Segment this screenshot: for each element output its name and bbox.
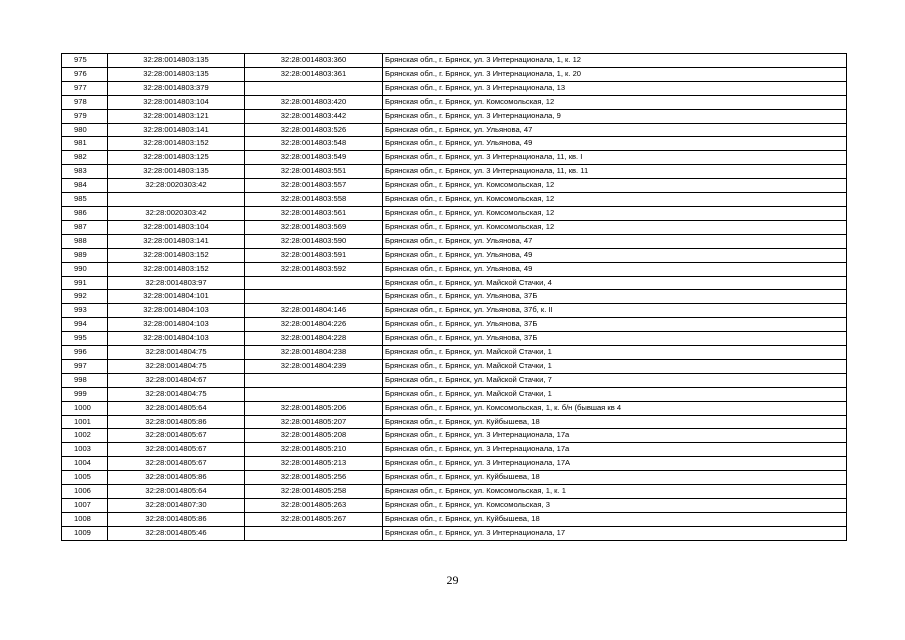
row-number-cell: 985 [62, 193, 108, 207]
cadastral-number-cell: 32:28:0014803:97 [108, 276, 245, 290]
cadastral-premises-cell: 32:28:0014804:226 [245, 318, 383, 332]
cadastral-premises-cell: 32:28:0014803:558 [245, 193, 383, 207]
row-number-cell: 1009 [62, 526, 108, 540]
cadastral-premises-cell: 32:28:0014803:590 [245, 234, 383, 248]
table-row [62, 206, 847, 220]
cadastral-number-cell: 32:28:0014804:67 [108, 373, 245, 387]
cadastral-premises-cell: 32:28:0014805:213 [245, 457, 383, 471]
cadastral-premises-cell: 32:28:0014803:526 [245, 123, 383, 137]
table-row [62, 262, 847, 276]
row-number-cell: 999 [62, 387, 108, 401]
table-row [62, 123, 847, 137]
table-row [62, 95, 847, 109]
row-number-cell: 986 [62, 206, 108, 220]
cadastral-number-cell: 32:28:0014803:141 [108, 234, 245, 248]
row-number-cell: 975 [62, 54, 108, 68]
cadastral-number-cell: 32:28:0014805:67 [108, 443, 245, 457]
address-cell: Брянская обл., г. Брянск, ул. Куйбышева, 18 [383, 512, 847, 526]
cadastral-premises-cell: 32:28:0014805:267 [245, 512, 383, 526]
table-row [62, 304, 847, 318]
cadastral-premises-cell [245, 387, 383, 401]
cadastral-number-cell: 32:28:0014803:152 [108, 137, 245, 151]
row-number-cell: 993 [62, 304, 108, 318]
cadastral-number-cell: 32:28:0014805:67 [108, 457, 245, 471]
cadastral-number-cell: 32:28:0014804:103 [108, 318, 245, 332]
row-number-cell: 989 [62, 248, 108, 262]
cadastral-premises-cell [245, 276, 383, 290]
address-cell: Брянская обл., г. Брянск, ул. Ульянова, 47 [383, 123, 847, 137]
cadastral-number-cell: 32:28:0014803:135 [108, 67, 245, 81]
cadastral-number-cell: 32:28:0014805:86 [108, 471, 245, 485]
row-number-cell: 990 [62, 262, 108, 276]
address-cell: Брянская обл., г. Брянск, ул. 3 Интернационала, 17а [383, 443, 847, 457]
table-row [62, 443, 847, 457]
table-row [62, 499, 847, 513]
row-number-cell: 1007 [62, 499, 108, 513]
row-number-cell: 1006 [62, 485, 108, 499]
page-number: 29 [446, 573, 459, 587]
cadastral-premises-cell: 32:28:0014805:258 [245, 485, 383, 499]
cadastral-number-cell: 32:28:0014803:104 [108, 220, 245, 234]
address-cell: Брянская обл., г. Брянск, ул. 3 Интернационала, 11, кв. I [383, 151, 847, 165]
registry-table-body [62, 54, 847, 541]
cadastral-premises-cell: 32:28:0014805:208 [245, 429, 383, 443]
address-cell: Брянская обл., г. Брянск, ул. 3 Интернационала, 1, к. 20 [383, 67, 847, 81]
table-row [62, 81, 847, 95]
table-row [62, 67, 847, 81]
table-row [62, 220, 847, 234]
cadastral-number-cell: 32:28:0014804:103 [108, 304, 245, 318]
address-cell: Брянская обл., г. Брянск, ул. Майской Стачки, 1 [383, 387, 847, 401]
address-cell: Брянская обл., г. Брянск, ул. Ульянова, 49 [383, 137, 847, 151]
cadastral-number-cell: 32:28:0014805:46 [108, 526, 245, 540]
address-cell: Брянская обл., г. Брянск, ул. Куйбышева, 18 [383, 471, 847, 485]
address-cell: Брянская обл., г. Брянск, ул. Комсомольская, 12 [383, 193, 847, 207]
address-cell: Брянская обл., г. Брянск, ул. Комсомольская, 1, к. б/н (бывшая кв 4 [383, 401, 847, 415]
table-row [62, 359, 847, 373]
cadastral-premises-cell [245, 81, 383, 95]
cadastral-number-cell: 32:28:0014805:64 [108, 485, 245, 499]
address-cell: Брянская обл., г. Брянск, ул. 3 Интернационала, 9 [383, 109, 847, 123]
cadastral-number-cell: 32:28:0020303:42 [108, 179, 245, 193]
cadastral-number-cell: 32:28:0014803:379 [108, 81, 245, 95]
cadastral-premises-cell: 32:28:0014803:557 [245, 179, 383, 193]
row-number-cell: 1002 [62, 429, 108, 443]
cadastral-premises-cell: 32:28:0014805:206 [245, 401, 383, 415]
address-cell: Брянская обл., г. Брянск, ул. Ульянова, 37б, к. II [383, 304, 847, 318]
cadastral-number-cell: 32:28:0014803:152 [108, 248, 245, 262]
table-row [62, 165, 847, 179]
cadastral-number-cell: 32:28:0014803:104 [108, 95, 245, 109]
row-number-cell: 994 [62, 318, 108, 332]
cadastral-premises-cell: 32:28:0014803:360 [245, 54, 383, 68]
address-cell: Брянская обл., г. Брянск, ул. 3 Интернационала, 13 [383, 81, 847, 95]
row-number-cell: 984 [62, 179, 108, 193]
table-row [62, 276, 847, 290]
table-row [62, 318, 847, 332]
table-row [62, 373, 847, 387]
cadastral-premises-cell: 32:28:0014803:561 [245, 206, 383, 220]
cadastral-premises-cell: 32:28:0014805:210 [245, 443, 383, 457]
table-row [62, 415, 847, 429]
address-cell: Брянская обл., г. Брянск, ул. Ульянова, 47 [383, 234, 847, 248]
row-number-cell: 983 [62, 165, 108, 179]
cadastral-number-cell: 32:28:0014803:152 [108, 262, 245, 276]
cadastral-premises-cell: 32:28:0014803:551 [245, 165, 383, 179]
row-number-cell: 991 [62, 276, 108, 290]
cadastral-premises-cell: 32:28:0014803:569 [245, 220, 383, 234]
table-row [62, 512, 847, 526]
row-number-cell: 1000 [62, 401, 108, 415]
cadastral-number-cell: 32:28:0014804:75 [108, 387, 245, 401]
row-number-cell: 981 [62, 137, 108, 151]
cadastral-number-cell: 32:28:0014804:75 [108, 359, 245, 373]
row-number-cell: 1005 [62, 471, 108, 485]
table-row [62, 401, 847, 415]
row-number-cell: 1008 [62, 512, 108, 526]
address-cell: Брянская обл., г. Брянск, ул. Комсомольская, 12 [383, 220, 847, 234]
cadastral-number-cell: 32:28:0014803:125 [108, 151, 245, 165]
row-number-cell: 980 [62, 123, 108, 137]
row-number-cell: 988 [62, 234, 108, 248]
cadastral-premises-cell: 32:28:0014804:238 [245, 346, 383, 360]
cadastral-number-cell: 32:28:0014803:121 [108, 109, 245, 123]
cadastral-number-cell: 32:28:0014803:135 [108, 165, 245, 179]
address-cell: Брянская обл., г. Брянск, ул. Майской Стачки, 1 [383, 346, 847, 360]
cadastral-premises-cell: 32:28:0014803:361 [245, 67, 383, 81]
cadastral-premises-cell: 32:28:0014804:239 [245, 359, 383, 373]
address-cell: Брянская обл., г. Брянск, ул. Ульянова, 37Б [383, 290, 847, 304]
address-cell: Брянская обл., г. Брянск, ул. Ульянова, 37Б [383, 318, 847, 332]
cadastral-number-cell: 32:28:0014803:135 [108, 54, 245, 68]
cadastral-number-cell: 32:28:0014804:103 [108, 332, 245, 346]
table-row [62, 234, 847, 248]
table-row [62, 137, 847, 151]
row-number-cell: 977 [62, 81, 108, 95]
cadastral-number-cell: 32:28:0014805:86 [108, 415, 245, 429]
address-cell: Брянская обл., г. Брянск, ул. Комсомольская, 12 [383, 179, 847, 193]
address-cell: Брянская обл., г. Брянск, ул. Ульянова, 37Б [383, 332, 847, 346]
cadastral-premises-cell: 32:28:0014803:442 [245, 109, 383, 123]
address-cell: Брянская обл., г. Брянск, ул. Ульянова, 49 [383, 262, 847, 276]
cadastral-number-cell: 32:28:0014805:67 [108, 429, 245, 443]
address-cell: Брянская обл., г. Брянск, ул. Майской Стачки, 7 [383, 373, 847, 387]
table-row [62, 179, 847, 193]
address-cell: Брянская обл., г. Брянск, ул. Комсомольская, 3 [383, 499, 847, 513]
table-row [62, 429, 847, 443]
table-row [62, 193, 847, 207]
cadastral-premises-cell: 32:28:0014803:548 [245, 137, 383, 151]
cadastral-number-cell [108, 193, 245, 207]
cadastral-premises-cell: 32:28:0014805:207 [245, 415, 383, 429]
row-number-cell: 998 [62, 373, 108, 387]
address-cell: Брянская обл., г. Брянск, ул. Комсомольская, 12 [383, 95, 847, 109]
cadastral-number-cell: 32:28:0014805:86 [108, 512, 245, 526]
cadastral-premises-cell [245, 373, 383, 387]
table-row [62, 471, 847, 485]
cadastral-number-cell: 32:28:0014803:141 [108, 123, 245, 137]
cadastral-premises-cell [245, 290, 383, 304]
row-number-cell: 1001 [62, 415, 108, 429]
table-row [62, 526, 847, 540]
address-cell: Брянская обл., г. Брянск, ул. 3 Интернационала, 17а [383, 429, 847, 443]
table-row [62, 457, 847, 471]
row-number-cell: 992 [62, 290, 108, 304]
cadastral-premises-cell: 32:28:0014804:146 [245, 304, 383, 318]
address-cell: Брянская обл., г. Брянск, ул. 3 Интернационала, 17А [383, 457, 847, 471]
cadastral-premises-cell: 32:28:0014803:592 [245, 262, 383, 276]
table-row [62, 346, 847, 360]
row-number-cell: 1004 [62, 457, 108, 471]
row-number-cell: 979 [62, 109, 108, 123]
table-row [62, 485, 847, 499]
cadastral-premises-cell: 32:28:0014805:256 [245, 471, 383, 485]
row-number-cell: 982 [62, 151, 108, 165]
row-number-cell: 995 [62, 332, 108, 346]
address-cell: Брянская обл., г. Брянск, ул. Куйбышева, 18 [383, 415, 847, 429]
row-number-cell: 987 [62, 220, 108, 234]
address-cell: Брянская обл., г. Брянск, ул. 3 Интернационала, 17 [383, 526, 847, 540]
table-row [62, 109, 847, 123]
table-row [62, 54, 847, 68]
row-number-cell: 996 [62, 346, 108, 360]
address-cell: Брянская обл., г. Брянск, ул. Комсомольская, 1, к. 1 [383, 485, 847, 499]
table-row [62, 332, 847, 346]
cadastral-premises-cell [245, 526, 383, 540]
cadastral-number-cell: 32:28:0014804:75 [108, 346, 245, 360]
row-number-cell: 997 [62, 359, 108, 373]
address-cell: Брянская обл., г. Брянск, ул. Ульянова, 49 [383, 248, 847, 262]
address-cell: Брянская обл., г. Брянск, ул. Майской Стачки, 1 [383, 359, 847, 373]
cadastral-premises-cell: 32:28:0014803:549 [245, 151, 383, 165]
address-cell: Брянская обл., г. Брянск, ул. 3 Интернационала, 1, к. 12 [383, 54, 847, 68]
row-number-cell: 976 [62, 67, 108, 81]
cadastral-premises-cell: 32:28:0014805:263 [245, 499, 383, 513]
table-row [62, 151, 847, 165]
address-cell: Брянская обл., г. Брянск, ул. Комсомольская, 12 [383, 206, 847, 220]
cadastral-premises-cell: 32:28:0014803:420 [245, 95, 383, 109]
table-row [62, 387, 847, 401]
cadastral-premises-cell: 32:28:0014804:228 [245, 332, 383, 346]
address-cell: Брянская обл., г. Брянск, ул. 3 Интернационала, 11, кв. 11 [383, 165, 847, 179]
cadastral-number-cell: 32:28:0014805:64 [108, 401, 245, 415]
cadastral-premises-cell: 32:28:0014803:591 [245, 248, 383, 262]
cadastral-number-cell: 32:28:0014807:30 [108, 499, 245, 513]
table-row [62, 290, 847, 304]
address-cell: Брянская обл., г. Брянск, ул. Майской Стачки, 4 [383, 276, 847, 290]
row-number-cell: 1003 [62, 443, 108, 457]
row-number-cell: 978 [62, 95, 108, 109]
cadastral-number-cell: 32:28:0014804:101 [108, 290, 245, 304]
cadastral-number-cell: 32:28:0020303:42 [108, 206, 245, 220]
property-registry-table [61, 53, 847, 541]
table-row [62, 248, 847, 262]
